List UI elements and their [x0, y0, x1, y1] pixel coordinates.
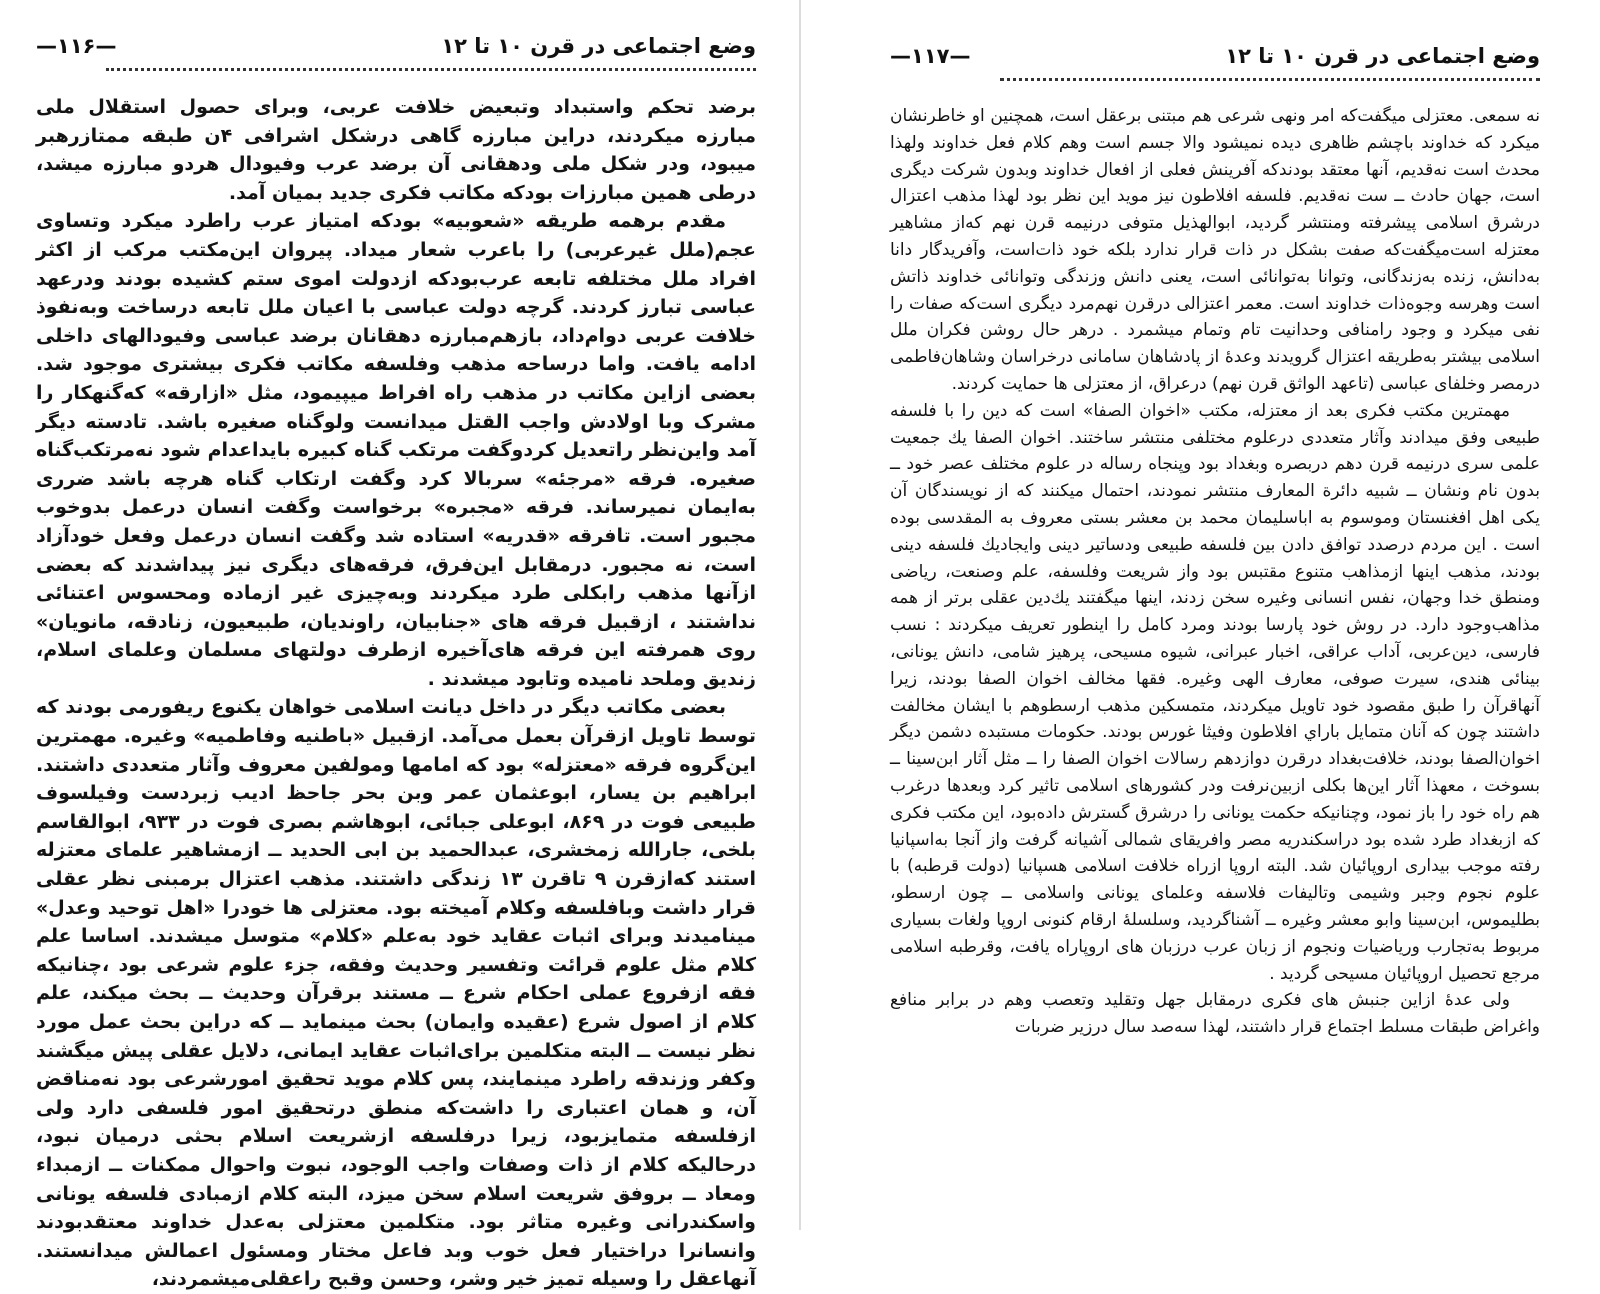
- left-running-title: وضع اجتماعی در قرن ۱۰ تا ۱۲: [441, 34, 756, 58]
- right-paragraph: نه سمعی. معتزلی میگفت‌که امر ونهی شرعی هم مبتنی برعقل است، همچنین او خاطرنشان میکرد که خداوند باچشم ظاهری دیده نمیشود والا جسم است وهم کلام فعل خداوند ولهذا محدث است نه‌قدیم، آنها معتقد بودندکه آفرینش فعلی از افعال خداوند وبدون شرکت دیگری است، جهان حادث ــ ست نه‌قدیم. فلسفه افلاطون نیز موید این نظر بود لهذا مذهب اعتزال درشرق اسلامی پیشرفته ومنتشر گردید، ابوالهذیل متوفی درنیمه قرن نهم که‌از مشاهیر معتزله است‌میگفت‌که صفت بشکل در ذات قرار ندارد بلکه خود ذات‌است، وآفریدگار دانا به‌دانش، زنده به‌زندگانی، وتوانا به‌توانائی است، یعنی دانش وزندگی وتوانائی خداوند ذاتش است وهرسه وجوه‌ذات خداوند است. معمر اعتزالی درقرن نهم‌مرد دیگری است‌که صفات را نفی میکرد و وجود رامنافی وحدانیت تام وتمام میشمرد . درهر حال روشن فکران ملل اسلامی بیشتر به‌طریقه اعتزال گرویدند وعدهٔ از پادشاهان سامانی درخراسان وشاهان‌فاطمی درمصر وخلفای عباسی (تاعهد الواثق قرن نهم) درعراق، از معتزلی ها حمایت کردند.: [890, 106, 1540, 394]
- left-body: [36, 93, 756, 1294]
- right-running-title: وضع اجتماعی در قرن ۱۰ تا ۱۲: [1225, 44, 1540, 68]
- right-header-rule: [1000, 78, 1540, 81]
- left-page-header: [36, 34, 756, 64]
- left-paragraph: بعضی مکاتب دیگر در داخل دیانت اسلامی خواهان یکنوع ریفورمی بودند که توسط تاویل ازقرآن بعمل می‌آمد. ازقبیل «باطنیه وفاطمیه» وغیره. مهمترین این‌گروه فرقه «معتزله» بود که امامها ومولفین معروف وآثار متعددی داشتند. ابراهیم بن یسار، ابوعثمان عمر وبن بحر جاحظ ادیب زبردست وفیلسوف طبیعی فوت در ۸۶۹، ابوعلی جبائی، ابوهاشم بصری فوت در ۹۳۳، ابوالقاسم بلخی، جارالله زمخشری، عبدالحمید بن ابی الحدید ــ ازمشاهیر علمای معتزله استند که‌ازقرن ۹ تاقرن ۱۳ زندگی داشتند. مذهب اعتزال برمبنی نظر عقلی قرار داشت وبافلسفه وکلام آمیخته بود. معتزلی ها خودرا «اهل توحید وعدل» مینامیدند وبرای اثبات عقاید خود به‌علم «کلام» متوسل میشدند. اساسا علم کلام مثل علوم قرائت وتفسیر وحدیث وفقه، جزء علوم شرعی بود ،چنانیکه فقه ازفروع عملی احکام شرع ــ مستند برقرآن وحدیث ــ بحث میکند، علم کلام از اصول شرع (عقیده وایمان) بحث مینماید ــ که دراین بحث عمل مورد نظر نیست ــ البته متکلمین برای‌اثبات عقاید ایمانی، دلایل عقلی پیش میگشند وکفر وزندقه راطرد مینمایند، پس کلام موید تحقیق امورشرعی بود نه‌مناقض آن، و همان اعتباری را داشت‌که منطق درتحقیق امور فلسفی دارد ولی ازفلسفه متمایزبود، زیرا درفلسفه ازشریعت اسلام بحثی درمیان نبود، درحالیکه کلام از ذات وصفات واجب الوجود، نبوت واحوال ممکنات ــ ازمبداء ومعاد ــ بروفق شریعت اسلام سخن میزد، البته کلام ازمبادی فلسفه یونانی واسکندرانی وغیره متاثر بود. متکلمین معتزلی به‌عدل خداوند معتقدبودند وانسانرا دراختیار فعل خوب وبد فاعل مختار ومسئول اعمالش میدانستند. آنهاعقل را وسیله تمیز خیر وشر، وحسن وقبح راعقلی‌میشمردند،: [36, 696, 757, 1291]
- left-paragraph: مقدم برهمه طریقه «شعوبیه» بودکه امتیاز عرب راطرد میکرد وتساوی عجم(ملل غیرعربی) را باعرب شعار میداد. پیروان این‌مکتب مرکب از اکثر افراد ملل مختلفه تابعه عرب‌بودکه ازدولت اموی ستم کشیده بودند ودرعهد عباسی تبارز کردند. گرچه دولت عباسی با اعیان ملل تابعه درساخت وبه‌نفوذ خلافت عربی دوام‌داد، بازهم‌مبارزه دهقانان برضد عباسی وفیودالهای داخلی ادامه یافت. واما درساحه مذهب وفلسفه مکاتب فکری بیشتری موجود شد. بعضی ازاین مکاتب در مذهب راه افراط میپیمود، مثل «ازارقه» که‌گنهکار را مشرک وبا اولادش واجب القتل میدانست ولوگناه صغیره باشد. تادسته دیگر آمد واین‌نظر راتعدیل کردوگفت مرتکب گناه کبیره بایداعدام شود نه‌مرتکب‌گناه صغیره. فرقه «مرجئه» سربالا کرد وگفت ارتکاب گناه هرچه باشد ضرری به‌ایمان نمیرساند. فرقه «مجبره» برخواست وگفت انسان درعمل بدوخوب مجبور است. تافرقه «قدریه» استاده شد وگفت انسان درعمل وفعل خودآزاد است، نه مجبور. درمقابل این‌فرق، فرقه‌های دیگری نیز پیداشدند که بعضی ازآنها مذهب رابکلی طرد میکردند وبه‌چیزی غیر ازماده ومحسوس اعتنائی نداشتند ، ازقبیل فرقه های «جنابیان، راوندیان، طبیعیون، زنادقه، مانویان» روی همرفته این فرقه های‌آخیره ازطرف دولتهای مسلمان وعلمای اسلام، زندیق وملحد نامیده وتابود میشدند .: [36, 210, 756, 690]
- right-body: [890, 103, 1540, 1041]
- left-page-number: —۱۱۶—: [36, 34, 117, 58]
- right-page-number: —۱۱۷—: [890, 44, 971, 68]
- right-page: [800, 0, 1600, 1230]
- left-paragraph: برضد تحکم واستبداد وتبعیض خلافت عربی، وبرای حصول استقلال ملی مبارزه میکردند، دراین مبارزه گاهی درشکل اشرافی ۴ن طبقه ممتازرهبر میبود، ودر شکل ملی ودهقانی آن برضد عرب وفیودال هردو مبارزه میشد، درطی همین مبارزات بودکه مکاتب فکری جدید بمیان آمد.: [36, 96, 757, 204]
- left-header-rule: [106, 68, 756, 71]
- right-page-header: [890, 44, 1540, 74]
- right-paragraph: مهمترین مکتب فکری بعد از معتزله، مکتب «اخوان الصفا» است که دین را با فلسفه طبیعی وفق میدادند وآثار متعددی درعلوم مختلفی منتشر ساختند. اخوان الصفا یك جمعیت علمی سری درنیمه قرن دهم دربصره وبغداد بود وپنجاه رساله در علوم مختلف عصر خود ــ بدون نام ونشان ــ شبیه دائرة المعارف منتشر نمودند، احتمال میکنند که از نویسندگان آن یکی اهل افغنستان وموسوم به اباسلیمان محمد بن معشر بستی معروف به المقدسی بوده است . این مردم درصدد توافق دادن بین فلسفه طبیعی ودساتیر دینی وایجادیك فلسفه دینی بودند، مذهب اینها ازمذاهب متنوع مقتبس بود واز شریعت وفلسفه، علم وصنعت، ریاضی ومنطق خدا وجهان، نفس انسانی وغیره سخن زدند، اینها میگفتند یك‌دین عقلی برتر از همه مذاهب‌وجود دارد. در روش خود پارسا بودند ومرد کامل را اینطور تعریف میکردند : نسب فارسی، دین‌عربی، آداب عراقی، اخبار عبرانی، شیوه مسیحی، پرهیز شامی، دانش یونانی، بینائی هندی، سیرت صوفی، معارف الهی وغیره. فقها مخالف اخوان الصفا بودند، زیرا آنهاقرآن را طبق مقصود خود تاویل میکردند، متمسکین مذهب ارسطوهم با ایشان مخالفت داشتند چون که آنان متمایل باراي افلاطون وفیثا غورس بودند. حکومات مستبده دشمن دیگر اخوان‌الصفا بودند، خلافت‌بغداد درقرن دوازدهم رسالات اخوان الصفا را ــ مثل آثار ابن‌سینا ــ بسوخت ، معهذا آثار این‌ها بکلی ازبین‌نرفت ودر کشورهای اسلامی تاثیر کرد وبعدها درغرب هم راه خود را باز نمود، وچنانیکه حکمت یونانی را درشرق گسترش داده‌بود، این مکتب فکری که ازبغداد طرد شده بود دراسکندریه مصر وافریقای شمالی آشیانه گرفت واز آنجا به‌اسپانیا رفته موجب بیداری اروپائیان شد. البته اروپا ازراه خلافت اسلامی هسپانیا (دولت قرطبه) با علوم نجوم وجبر وشیمی وتالیفات فلاسفه وعلمای یونانی واسلامی ــ چون ارسطو، بطلیموس، ابن‌سینا وابو معشر وغیره ــ آشناگردید، وسلسلهٔ ارقام کنونی اروپا ولغات بسیاری مربوط به‌تجارب وریاضیات ونجوم از زبان عرب درزبان های اروپاراه یافت، وقرطبه اسلامی مرجع تحصیل اروپائیان مسیحی گردید .: [890, 400, 1540, 984]
- left-page: [0, 0, 800, 1291]
- right-paragraph: ولی عدهٔ ازاین جنبش های فکری درمقابل جهل وتقلید وتعصب وهم در برابر منافع واغراض طبقات مسلط اجتماع قرار داشتند، لهذا سه‌صد سال درزیر ضربات: [890, 990, 1540, 1038]
